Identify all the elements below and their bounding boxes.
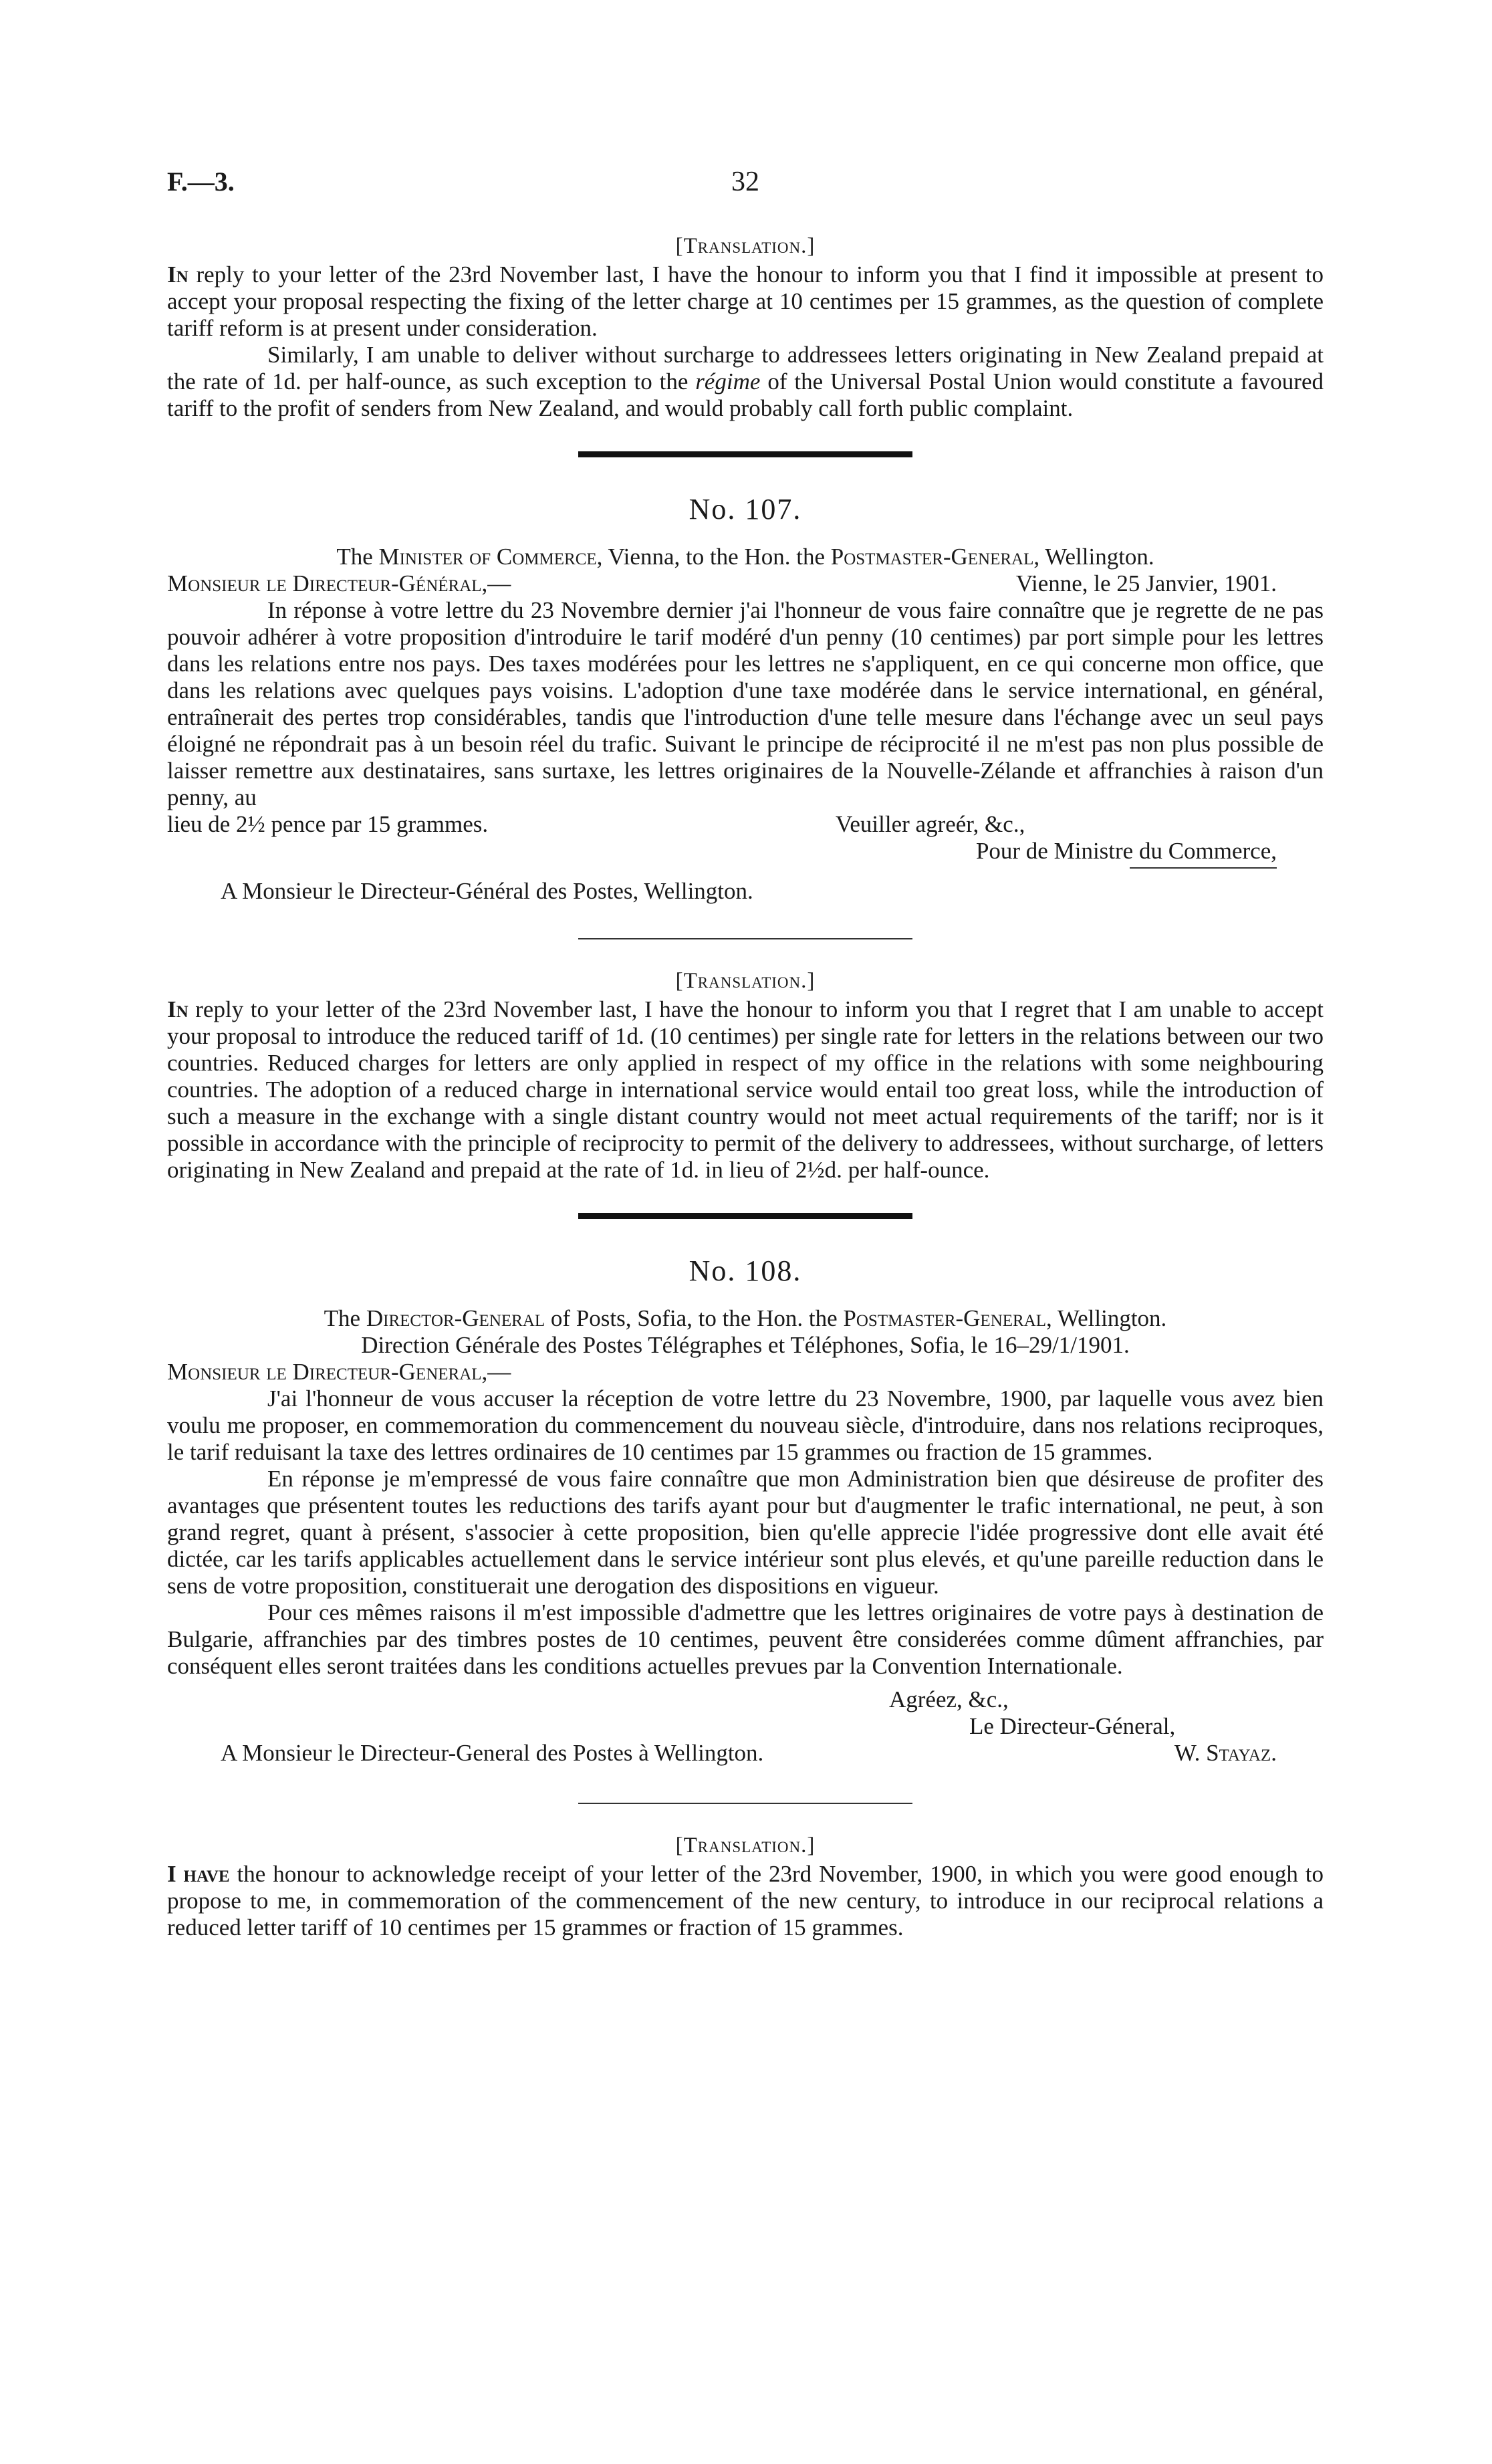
- letter-107-salutation: Monsieur le Directeur-Général,—: [167, 570, 511, 596]
- translation-1-p2-end: of the Universal Postal Union would constitute a favoured tariff to the profit of senders from New Zealand, and would probably call forth public complaint.: [167, 368, 1324, 421]
- letter-107-salutation-row: [167, 570, 1324, 597]
- spacer: [167, 1680, 1324, 1686]
- letter-108-addressee: A Monsieur le Directeur-General des Postes à Wellington.: [221, 1740, 764, 1766]
- letter-107-from-c: , Vienna, to the Hon. the: [596, 544, 831, 570]
- letter-108-closing: Agréez, &c.,: [889, 1686, 1009, 1712]
- letter-107-from-e: , Wellington.: [1033, 544, 1154, 570]
- letter-108-recipient: Postmaster-General: [843, 1305, 1047, 1331]
- letter-108-paragraph-2: En réponse je m'empressé de vous faire connaître que mon Administration bien que désireuse de profiter des avantages que présentent toutes les reductions des tarifs ayant pour but d'augmenter le trafic international, ne peut, à son grand regret, quant à présent, s'associer à cette proposition, bien qu'elle apprecie l'idée progressive dont elle avait été dictée, car les tarifs applicables actuellement dans le service intérieur sont plus elevés, et qu'une pareille reduction dans le sens de votre proposition, constituerait une derogation des dispositions en vigueur.: [167, 1466, 1324, 1599]
- translation-3-text: the honour to acknowledge receipt of your letter of the 23rd November, 1900, in which you were good enough to propose to me, in commemoration of the commencement of the new century, to introduce in our reciprocal relations a reduced letter tariff of 10 centimes per 15 grammes or fraction of 15 grammes.: [167, 1861, 1324, 1940]
- translation-1-p2-start: Similarly, I am unable to deliver without surcharge to addressees letters originating in New Zealand prepaid at the rate of 1d. per half-ounce, as such exception to the: [167, 342, 1324, 395]
- section-divider-thick-2: [578, 1213, 912, 1219]
- document-reference: F.—3.: [167, 166, 235, 197]
- letter-107-recipient: Postmaster-General: [830, 544, 1034, 570]
- letter-108-addressee-row: [167, 1740, 1324, 1767]
- translation-2-lead-word: In: [167, 996, 189, 1022]
- letter-108-closing-row: [167, 1686, 1324, 1713]
- translation-1-paragraph-1: [167, 261, 1324, 342]
- letter-108-title: No. 108.: [689, 1254, 802, 1287]
- letter-108-sign-title-row: [167, 1713, 1324, 1740]
- letter-108-dateline: Direction Générale des Postes Télégraphes et Téléphones, Sofia, le 16–29/1/1901.: [361, 1332, 1130, 1358]
- translation-3-lead-word: I have: [167, 1861, 230, 1887]
- translation-heading-3: [Translation.]: [675, 1833, 816, 1858]
- translation-1-text: reply to your letter of the 23rd November last, I have the honour to inform you that I find it impossible at present to accept your proposal respecting the fixing of the letter charge at 10 centimes per 15 grammes, as the question of complete tariff reform is at present under consideration.: [167, 261, 1324, 341]
- letter-107-from-line: [167, 544, 1324, 570]
- letter-108-sender: Director-General: [366, 1305, 545, 1331]
- translation-2-text: reply to your letter of the 23rd November last, I have the honour to inform you that I regret that I am unable to accept your proposal to introduce the reduced tariff of 1d. (10 centimes) per single rate for letters in the relations between our two countries. Reduced charges for letters are only applied in respect of my office in the relations with some neighbouring countries. The adoption of a reduced charge in international service would entail too great loss, while the introduction of such a measure in the exchange with a single distant country would not meet actual requirements of the tariff; nor is it possible in accordance with the principle of reciprocity to permit of the delivery to addressees, without surcharge, of letters originating in New Zealand and prepaid at the rate of 1d. in lieu of 2½d. per half-ounce.: [167, 996, 1324, 1183]
- section-divider-thin-1: [578, 938, 912, 939]
- letter-108-sign-title: Le Directeur-Géneral,: [969, 1713, 1176, 1739]
- letter-107-from-a: The: [336, 544, 379, 570]
- translation-1-lead-word: In: [167, 261, 189, 288]
- letter-107-last-line-row: [167, 811, 1324, 838]
- translation-1-italic-word: régime: [695, 368, 761, 395]
- section-divider-thick-1: [578, 451, 912, 457]
- running-head: [167, 166, 1324, 206]
- letter-107-signature-line: [1130, 867, 1277, 869]
- page-content: [167, 234, 1324, 1941]
- translation-2-paragraph: [167, 996, 1324, 1184]
- letter-108-from-c: of Posts, Sofia, to the Hon. the: [545, 1305, 844, 1331]
- letter-107-title: No. 107.: [689, 493, 802, 526]
- letter-108-from-e: , Wellington.: [1046, 1305, 1167, 1331]
- letter-108-paragraph-3: Pour ces mêmes raisons il m'est impossible d'admettre que les lettres originaires de votre pays à destination de Bulgarie, affranchies par des timbres postes de 10 centimes, peuvent être considerées comme dûment affranchies, par conséquent elles seront traitées dans les conditions actuelles prevues par la Convention Internationale.: [167, 1599, 1324, 1679]
- letter-107-dateline: Vienne, le 25 Janvier, 1901.: [1015, 570, 1277, 596]
- letter-107-sender: Minister of Commerce: [378, 544, 597, 570]
- translation-1-paragraph-2: [167, 342, 1324, 422]
- letter-108-paragraph-1: J'ai l'honneur de vous accuser la réception de votre lettre du 23 Novembre, 1900, par laquelle vous avez bien voulu me proposer, en commemoration du commencement du nouveau siècle, d'introduire, dans nos relations reciproques, le tarif reduisant la taxe des lettres ordinaires de 10 centimes par 15 grammes ou fraction de 15 grammes.: [167, 1385, 1324, 1465]
- letter-107-closing: Veuiller agreér, &c.,: [836, 811, 1025, 837]
- letter-107-last-line: lieu de 2½ pence par 15 grammes.: [167, 811, 489, 837]
- letter-107-sign: Pour de Ministre du Commerce,: [975, 838, 1277, 864]
- page-number: 32: [731, 166, 759, 197]
- letter-108-salutation: Monsieur le Directeur-General,—: [167, 1359, 511, 1385]
- section-divider-thin-2: [578, 1803, 912, 1804]
- translation-heading-2: [Translation.]: [675, 969, 816, 993]
- letter-108-from-line: [167, 1305, 1324, 1332]
- translation-3-paragraph: [167, 1861, 1324, 1941]
- letter-108-from-a: The: [324, 1305, 366, 1331]
- letter-108-signatory: W. Stayaz.: [1174, 1740, 1277, 1766]
- translation-heading-1: [Translation.]: [675, 234, 816, 258]
- letter-107-body: In réponse à votre lettre du 23 Novembre dernier j'ai l'honneur de vous faire connaître que je regrette de ne pas pouvoir adhérer à votre proposition d'introduire le tarif modéré d'un penny (10 centimes) par port simple pour les lettres dans les relations entre nos pays. Des taxes modérées pour les lettres ne s'appliquent, en ce qui concerne mon office, que dans les relations avec quelques pays voisins. L'adoption d'une taxe modérée dans le service international, en général, entraînerait des pertes trop considérables, tandis que l'introduction d'une telle mesure dans l'échange avec un seul pays éloigné ne répondrait pas à un besoin réel du trafic. Suivant le principe de réciprocité il ne m'est pas non plus possible de laisser remettre aux destinataires, sans surtaxe, les lettres originaires de la Nouvelle-Zélande et affranchies à raison d'un penny, au: [167, 597, 1324, 810]
- letter-107-addressee: A Monsieur le Directeur-Général des Postes, Wellington.: [221, 878, 753, 904]
